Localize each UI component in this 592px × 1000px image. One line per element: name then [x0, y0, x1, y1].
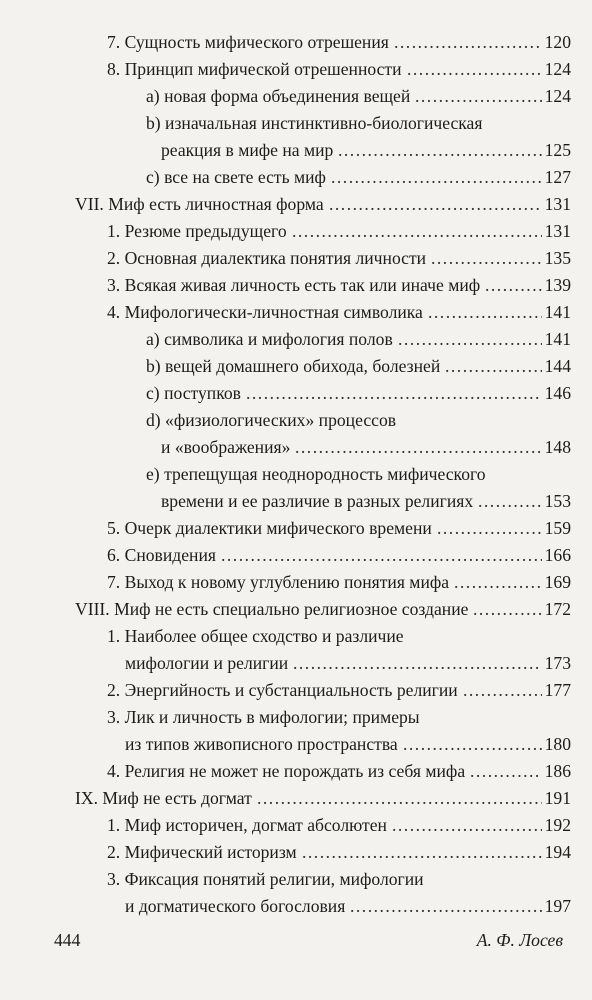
toc-page-number: 192: [544, 815, 571, 835]
toc-entry-title: и догматического богословия: [125, 896, 346, 916]
toc-line: [0, 299, 592, 326]
dot-leader: [246, 380, 542, 407]
toc-entry: [0, 56, 592, 83]
toc-page-number: 131: [544, 194, 571, 214]
dot-leader: [485, 272, 542, 299]
toc-page-number: 191: [544, 788, 571, 808]
toc-entry: [0, 515, 592, 542]
toc-line: [0, 407, 592, 434]
toc-entry-title: IX. Миф не есть догмат: [75, 788, 252, 808]
toc-line: [0, 569, 592, 596]
toc-entry: [0, 110, 592, 164]
toc-line: [0, 542, 592, 569]
dot-leader: [415, 83, 542, 110]
dot-leader: [293, 650, 542, 677]
toc-page-number: 194: [544, 842, 571, 862]
toc-entry-title: 1. Наиболее общее сходство и различие: [107, 626, 404, 646]
dot-leader: [454, 569, 542, 596]
toc-line: [0, 704, 592, 731]
toc-line: [0, 29, 592, 56]
toc-entry: [0, 407, 592, 461]
toc-entry: [0, 758, 592, 785]
toc-line: [0, 434, 592, 461]
toc-page-number: 135: [544, 248, 571, 268]
toc-line: [0, 245, 592, 272]
toc-entry-title: b) изначальная инстинктивно-биологическая: [146, 113, 483, 133]
dot-leader: [257, 785, 542, 812]
toc-entry-title: d) «физиологических» процессов: [146, 410, 397, 430]
toc-line: [0, 272, 592, 299]
toc-page-number: 159: [544, 518, 571, 538]
toc-entry: [0, 569, 592, 596]
dot-leader: [463, 677, 542, 704]
toc-entry: [0, 380, 592, 407]
author-name: А. Ф. Лосев: [476, 930, 563, 950]
toc-line: [0, 110, 592, 137]
toc-line: [0, 785, 592, 812]
toc-entry: [0, 191, 592, 218]
toc-page-number: 166: [544, 545, 571, 565]
toc-entry: [0, 83, 592, 110]
toc-line: [0, 893, 592, 920]
toc-entry: [0, 218, 592, 245]
toc-entry-title: 1. Резюме предыдущего: [107, 221, 287, 241]
toc-line: [0, 515, 592, 542]
toc-line: [0, 353, 592, 380]
toc-line: [0, 866, 592, 893]
toc-line: [0, 164, 592, 191]
toc-page-number: 169: [544, 572, 571, 592]
toc-line: [0, 650, 592, 677]
toc-entry: [0, 623, 592, 677]
toc-entry-title: времени и ее различие в разных религиях: [161, 491, 474, 511]
toc-page-number: 127: [544, 167, 571, 187]
toc-page-number: 125: [544, 140, 571, 160]
toc-page-number: 124: [544, 59, 571, 79]
toc-page-number: 177: [544, 680, 571, 700]
toc-page-number: 153: [544, 491, 571, 511]
toc-line: [0, 758, 592, 785]
dot-leader: [295, 434, 542, 461]
toc-page-number: 141: [544, 302, 571, 322]
toc-entry: [0, 542, 592, 569]
toc-line: [0, 137, 592, 164]
toc-entry-title: 3. Всякая живая личность есть так или иначе миф: [107, 275, 481, 295]
dot-leader: [445, 353, 542, 380]
toc-entry: [0, 299, 592, 326]
toc-entry-title: 7. Сущность мифического отрешения: [107, 32, 389, 52]
toc-page-number: 141: [544, 329, 571, 349]
toc-line: [0, 326, 592, 353]
dot-leader: [302, 839, 542, 866]
toc-page-number: 180: [544, 734, 571, 754]
toc-entry: [0, 677, 592, 704]
toc-entry: [0, 353, 592, 380]
toc-entry: [0, 704, 592, 758]
toc-entry-title: VII. Миф есть личностная форма: [75, 194, 324, 214]
toc-line: [0, 731, 592, 758]
dot-leader: [398, 326, 542, 353]
toc-entry-title: 3. Лик и личность в мифологии; примеры: [107, 707, 420, 727]
toc-entry-title: а) новая форма объединения вещей: [146, 86, 411, 106]
toc-entry-title: 2. Мифический историзм: [107, 842, 297, 862]
toc-entry: [0, 272, 592, 299]
toc-line: [0, 191, 592, 218]
toc-page-number: 120: [544, 32, 571, 52]
dot-leader: [437, 515, 542, 542]
page-number: 444: [54, 930, 81, 950]
dot-leader: [431, 245, 542, 272]
toc-line: [0, 461, 592, 488]
toc-entry-title: из типов живописного пространства: [125, 734, 398, 754]
toc-entry-title: 3. Фиксация понятий религии, мифологии: [107, 869, 424, 889]
toc-page-number: 148: [544, 437, 571, 457]
toc-page-number: 131: [544, 221, 571, 241]
dot-leader: [329, 191, 542, 218]
toc-entry-title: реакция в мифе на мир: [161, 140, 334, 160]
dot-leader: [292, 218, 542, 245]
page-footer: [0, 930, 592, 960]
toc-entry-title: 6. Сновидения: [107, 545, 216, 565]
toc-entry-title: e) трепещущая неоднородность мифического: [146, 464, 486, 484]
toc-page-number: 139: [544, 275, 571, 295]
toc-line: [0, 839, 592, 866]
toc-entry-title: 4. Мифологически-личностная символика: [107, 302, 423, 322]
toc-line: [0, 488, 592, 515]
dot-leader: [403, 731, 542, 758]
toc-page-number: 186: [544, 761, 571, 781]
toc-page-number: 197: [544, 896, 571, 916]
dot-leader: [221, 542, 542, 569]
toc-page-number: 173: [544, 653, 571, 673]
toc-entry-title: а) символика и мифология полов: [146, 329, 393, 349]
toc-entry-title: мифологии и религии: [125, 653, 289, 673]
toc-entry: [0, 839, 592, 866]
toc-entry: [0, 29, 592, 56]
toc-line: [0, 596, 592, 623]
toc-line: [0, 56, 592, 83]
toc-line: [0, 380, 592, 407]
toc-entry-title: c) поступков: [146, 383, 241, 403]
dot-leader: [478, 488, 542, 515]
dot-leader: [407, 56, 542, 83]
toc-entry-title: VIII. Миф не есть специально религиозное создание: [75, 599, 469, 619]
toc-line: [0, 83, 592, 110]
toc-entry-title: c) все на свете есть миф: [146, 167, 326, 187]
toc-entry-title: 8. Принцип мифической отрешенности: [107, 59, 402, 79]
toc-line: [0, 812, 592, 839]
dot-leader: [428, 299, 542, 326]
toc-entry: [0, 785, 592, 812]
toc-entry: [0, 461, 592, 515]
toc-entry-title: 1. Миф историчен, догмат абсолютен: [107, 815, 387, 835]
toc-entry: [0, 245, 592, 272]
toc-line: [0, 677, 592, 704]
toc-line: [0, 218, 592, 245]
dot-leader: [331, 164, 542, 191]
dot-leader: [394, 29, 542, 56]
toc-entry: [0, 326, 592, 353]
toc-entry-title: 7. Выход к новому углублению понятия мифа: [107, 572, 450, 592]
table-of-contents: [0, 29, 592, 920]
toc-page-number: 144: [544, 356, 571, 376]
toc-entry: [0, 164, 592, 191]
toc-entry: [0, 596, 592, 623]
toc-entry-title: b) вещей домашнего обихода, болезней: [146, 356, 441, 376]
dot-leader: [473, 596, 542, 623]
toc-entry: [0, 866, 592, 920]
toc-entry-title: 2. Основная диалектика понятия личности: [107, 248, 427, 268]
toc-entry-title: 5. Очерк диалектики мифического времени: [107, 518, 432, 538]
dot-leader: [350, 893, 542, 920]
dot-leader: [470, 758, 542, 785]
toc-entry-title: 2. Энергийность и субстанциальность религии: [107, 680, 458, 700]
toc-line: [0, 623, 592, 650]
toc-page-number: 172: [544, 599, 571, 619]
dot-leader: [392, 812, 542, 839]
toc-entry-title: и «воображения»: [161, 437, 291, 457]
toc-page-number: 124: [544, 86, 571, 106]
toc-page-number: 146: [544, 383, 571, 403]
toc-entry: [0, 812, 592, 839]
toc-entry-title: 4. Религия не может не порождать из себя мифа: [107, 761, 466, 781]
dot-leader: [338, 137, 542, 164]
